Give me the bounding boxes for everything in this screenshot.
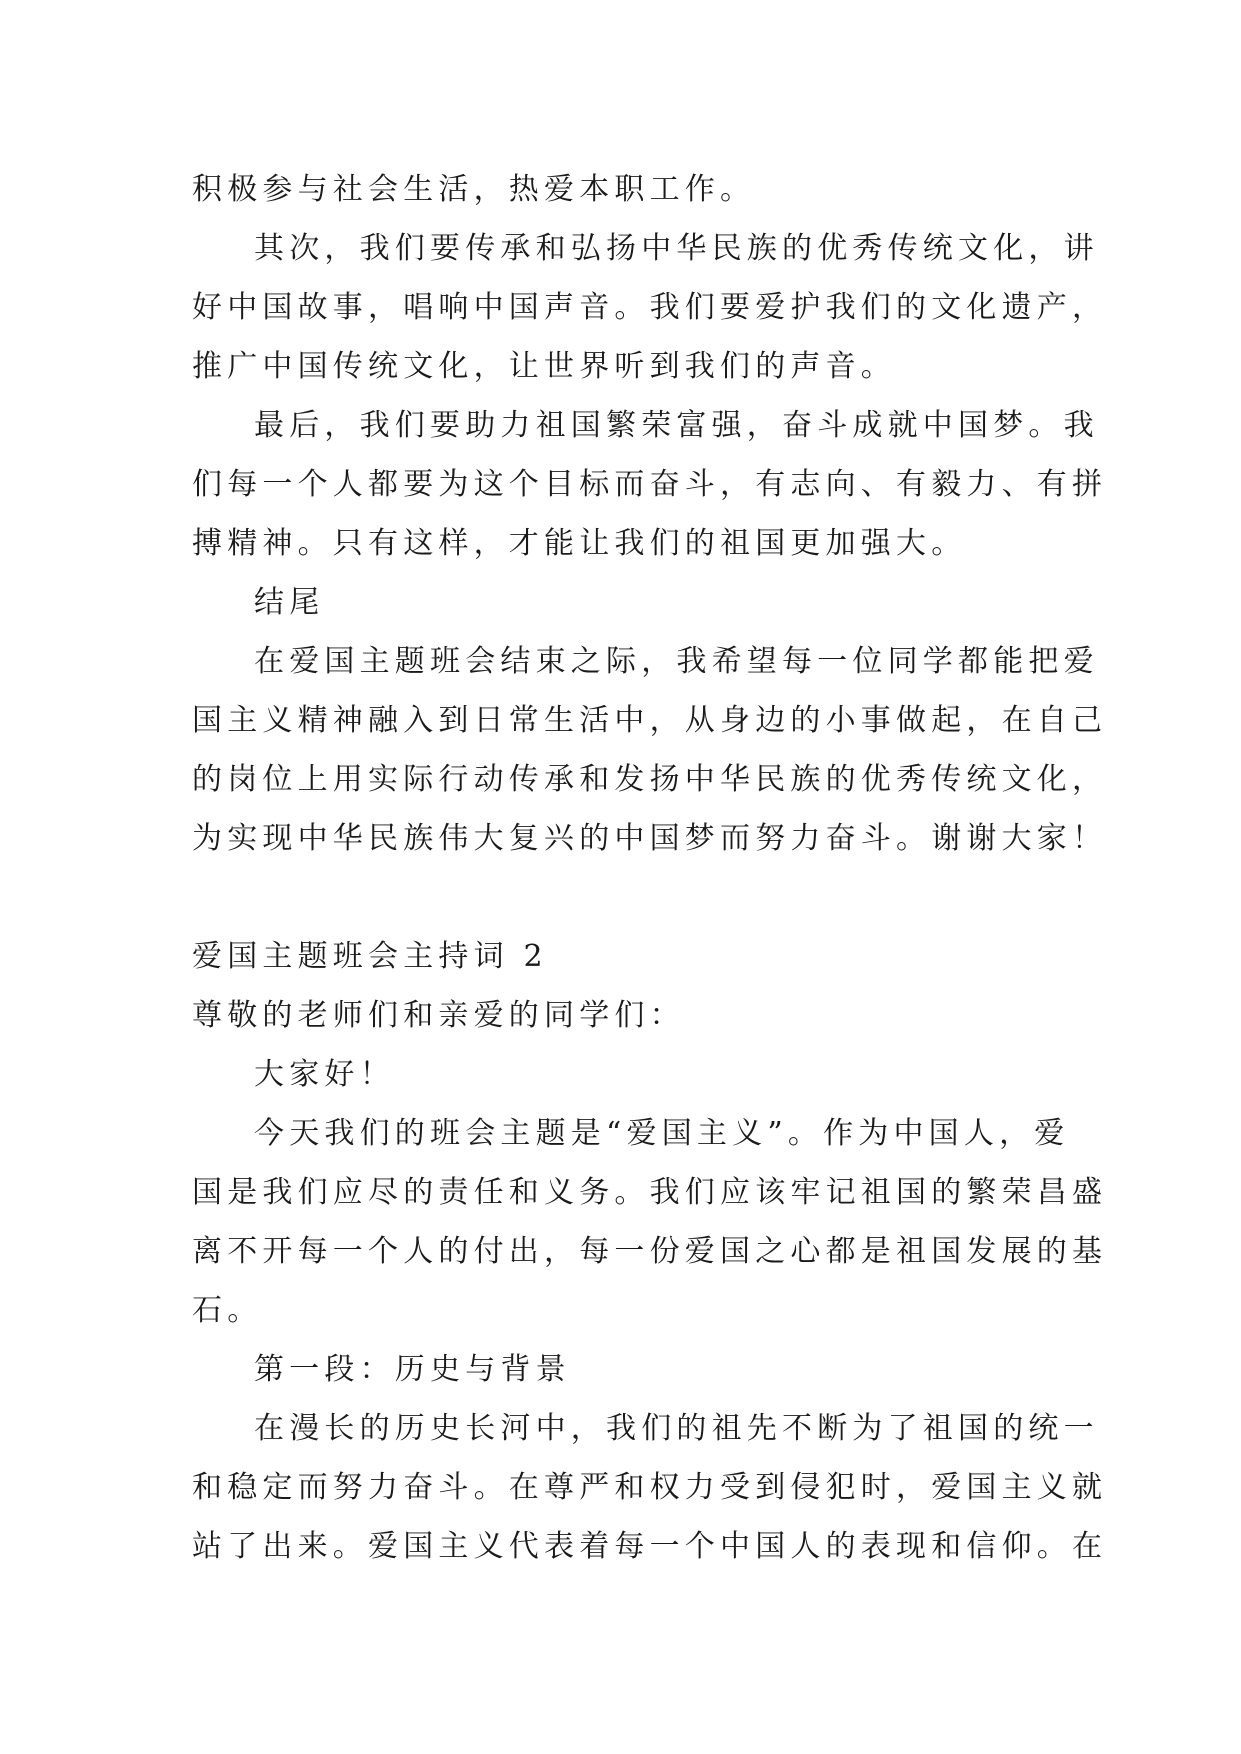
section-heading: 结尾	[254, 585, 325, 620]
paragraph-line: 推广中国传统文化，让世界听到我们的声音。	[192, 349, 896, 384]
section-heading: 第一段：历史与背景	[254, 1352, 571, 1387]
paragraph-line: 国是我们应尽的责任和义务。我们应该牢记祖国的繁荣昌盛	[192, 1175, 1108, 1210]
paragraph-line: 石。	[192, 1293, 263, 1328]
paragraph-line: 离不开每一个人的付出，每一份爱国之心都是祖国发展的基	[192, 1234, 1108, 1269]
paragraph-line: 其次，我们要传承和弘扬中华民族的优秀传统文化，讲	[254, 231, 1099, 266]
greeting: 大家好！	[254, 1057, 395, 1092]
paragraph-line: 为实现中华民族伟大复兴的中国梦而努力奋斗。谢谢大家！	[192, 821, 1108, 856]
paragraph-line: 的岗位上用实际行动传承和发扬中华民族的优秀传统文化，	[192, 762, 1108, 797]
paragraph-line: 搏精神。只有这样，才能让我们的祖国更加强大。	[192, 526, 967, 561]
paragraph-line: 今天我们的班会主题是“爱国主义”。作为中国人，爱	[254, 1116, 1070, 1151]
salutation: 尊敬的老师们和亲爱的同学们：	[192, 998, 685, 1033]
paragraph-line: 们每一个人都要为这个目标而奋斗，有志向、有毅力、有拼	[192, 467, 1108, 502]
paragraph-line: 在漫长的历史长河中，我们的祖先不断为了祖国的统一	[254, 1411, 1099, 1446]
paragraph-line: 在爱国主题班会结束之际，我希望每一位同学都能把爱	[254, 644, 1099, 679]
paragraph-line: 最后，我们要助力祖国繁荣富强，奋斗成就中国梦。我	[254, 408, 1099, 443]
document-title: 爱国主题班会主持词 2	[192, 939, 548, 974]
spacer	[192, 868, 1052, 927]
paragraph-line: 积极参与社会生活，热爱本职工作。	[192, 172, 756, 207]
document-body	[192, 160, 1108, 1576]
paragraph-line: 国主义精神融入到日常生活中，从身边的小事做起，在自己	[192, 703, 1108, 738]
paragraph-line: 好中国故事，唱响中国声音。我们要爱护我们的文化遗产，	[192, 290, 1108, 325]
paragraph-line: 站了出来。爱国主义代表着每一个中国人的表现和信仰。在	[192, 1529, 1108, 1564]
paragraph-line: 和稳定而努力奋斗。在尊严和权力受到侵犯时，爱国主义就	[192, 1470, 1108, 1505]
